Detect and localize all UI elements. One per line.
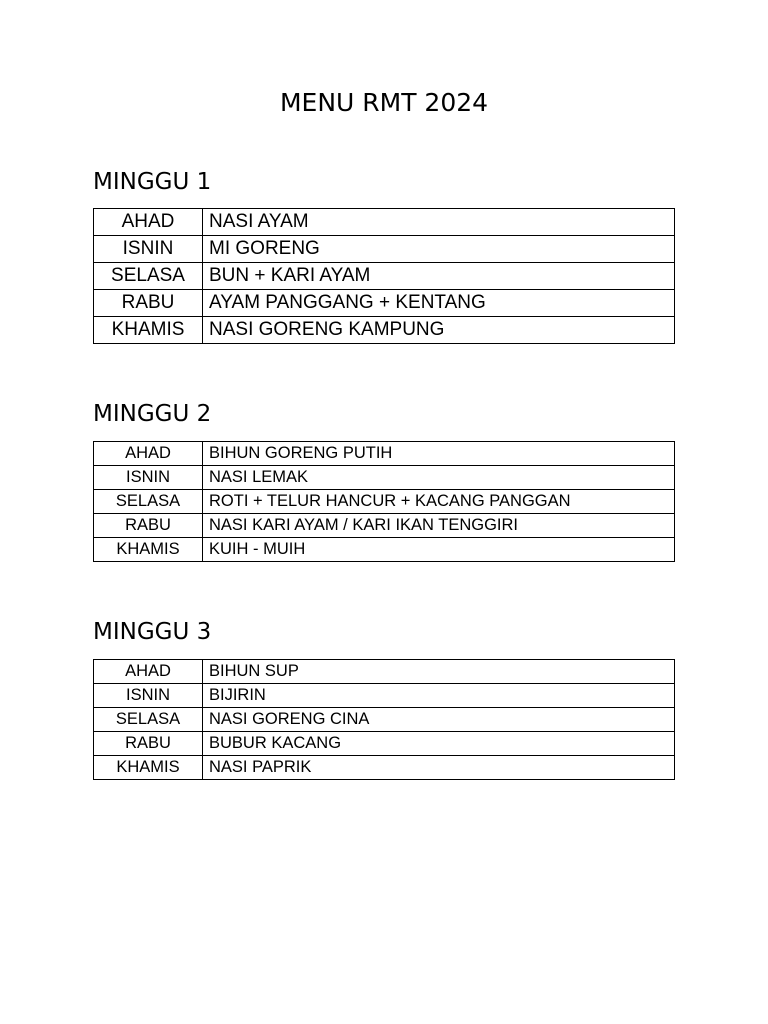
dish-cell: NASI PAPRIK (203, 756, 675, 780)
table-row (94, 538, 675, 562)
day-cell: AHAD (94, 209, 203, 236)
week-1-heading: MINGGU 1 (93, 169, 212, 195)
dish-cell: BIHUN SUP (203, 660, 675, 684)
dish-cell: NASI AYAM (203, 209, 675, 236)
table-row (94, 442, 675, 466)
day-cell: RABU (94, 732, 203, 756)
dish-cell: KUIH - MUIH (203, 538, 675, 562)
day-cell: AHAD (94, 660, 203, 684)
table-row (94, 209, 675, 236)
dish-cell: NASI GORENG KAMPUNG (203, 317, 675, 344)
day-cell: SELASA (94, 490, 203, 514)
dish-cell: BUBUR KACANG (203, 732, 675, 756)
table-row (94, 684, 675, 708)
day-cell: SELASA (94, 708, 203, 732)
table-row (94, 514, 675, 538)
day-cell: ISNIN (94, 466, 203, 490)
table-row (94, 466, 675, 490)
day-cell: KHAMIS (94, 538, 203, 562)
table-row (94, 732, 675, 756)
day-cell: ISNIN (94, 684, 203, 708)
day-cell: KHAMIS (94, 756, 203, 780)
week-1-menu-table (93, 208, 675, 344)
dish-cell: MI GORENG (203, 236, 675, 263)
day-cell: AHAD (94, 442, 203, 466)
page-title: MENU RMT 2024 (279, 88, 489, 117)
table-row (94, 708, 675, 732)
table-row (94, 236, 675, 263)
day-cell: SELASA (94, 263, 203, 290)
dish-cell: ROTI + TELUR HANCUR + KACANG PANGGAN (203, 490, 675, 514)
dish-cell: BIHUN GORENG PUTIH (203, 442, 675, 466)
table-row (94, 756, 675, 780)
day-cell: KHAMIS (94, 317, 203, 344)
dish-cell: NASI KARI AYAM / KARI IKAN TENGGIRI (203, 514, 675, 538)
dish-cell: NASI GORENG CINA (203, 708, 675, 732)
week-3-menu-table (93, 659, 675, 780)
table-row (94, 290, 675, 317)
day-cell: ISNIN (94, 236, 203, 263)
table-row (94, 263, 675, 290)
day-cell: RABU (94, 514, 203, 538)
dish-cell: BUN + KARI AYAM (203, 263, 675, 290)
table-row (94, 660, 675, 684)
day-cell: RABU (94, 290, 203, 317)
dish-cell: AYAM PANGGANG + KENTANG (203, 290, 675, 317)
table-row (94, 317, 675, 344)
dish-cell: BIJIRIN (203, 684, 675, 708)
week-3-heading: MINGGU 3 (93, 619, 212, 645)
table-row (94, 490, 675, 514)
week-2-menu-table (93, 441, 675, 562)
dish-cell: NASI LEMAK (203, 466, 675, 490)
week-2-heading: MINGGU 2 (93, 401, 212, 427)
